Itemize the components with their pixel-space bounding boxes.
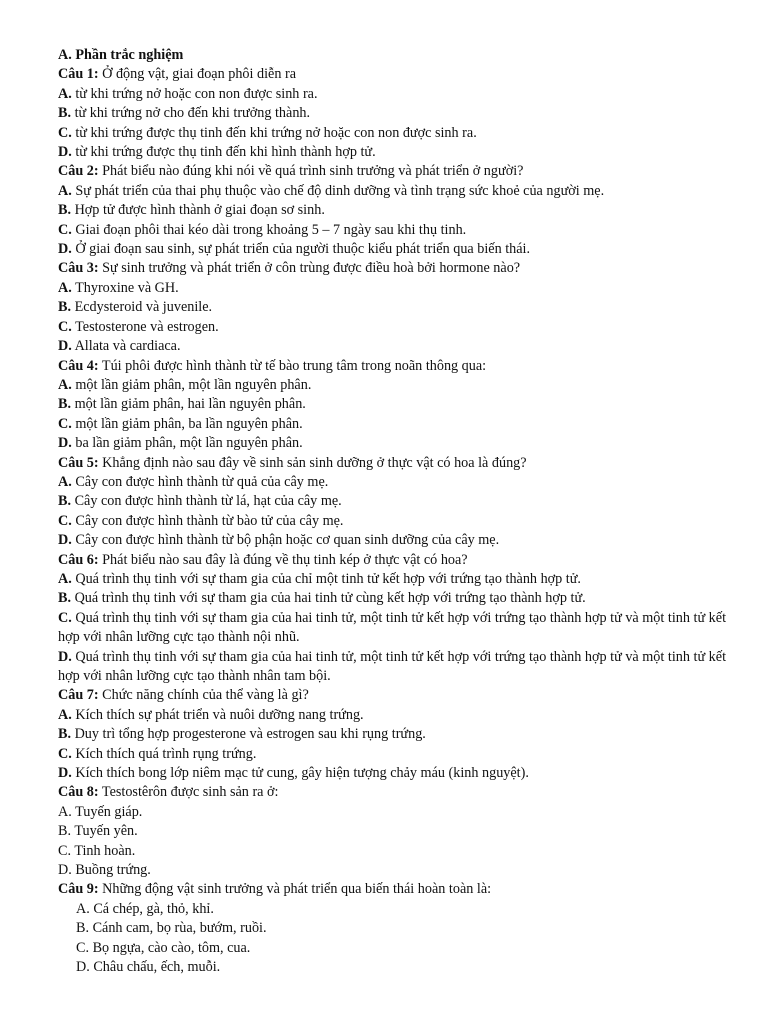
option-text: một lần giảm phân, hai lần nguyên phân. [74, 396, 306, 413]
question-stem [58, 357, 728, 376]
option-letter: A. [58, 706, 72, 723]
question-block [58, 783, 728, 880]
answer-option [58, 279, 728, 298]
option-text: Cây con được hình thành từ bào tử của cây mẹ. [75, 512, 344, 529]
answer-option [58, 124, 728, 143]
option-text: từ khi trứng nở cho đến khi trưởng thành. [74, 105, 311, 122]
option-text: Quá trình thụ tinh với sự tham gia của hai tinh tử cùng kết hợp với trứng tạo thành hợp tử. [74, 590, 586, 607]
option-letter: D. [58, 862, 72, 879]
option-letter: C. [58, 221, 72, 238]
question-block [58, 686, 728, 783]
answer-option [58, 376, 728, 395]
option-letter: A. [58, 376, 72, 393]
question-text: Chức năng chính của thể vàng là gì? [102, 687, 309, 704]
option-letter: C. [58, 842, 72, 859]
document-page [58, 46, 728, 978]
question-number: Câu 8: [58, 784, 99, 801]
option-text: Cây con được hình thành từ quả của cây mẹ. [75, 473, 329, 490]
option-letter: A. [58, 85, 72, 102]
answer-option [58, 85, 728, 104]
answer-option [58, 512, 728, 531]
answer-option [58, 473, 728, 492]
question-stem [58, 454, 728, 473]
option-text: Cá chép, gà, thỏ, khỉ. [93, 900, 214, 917]
question-number: Câu 4: [58, 357, 99, 374]
option-text: Ecdysteroid và juvenile. [74, 299, 213, 316]
question-number: Câu 9: [58, 881, 99, 898]
answer-option [58, 395, 728, 414]
option-text: Quá trình thụ tinh với sự tham gia của hai tinh tử, một tinh tử kết hợp với trứng tạo thành hợp tử và một tinh tử kết hợp với nhân lưỡng cực tạo thành nhân tam bội. [58, 648, 727, 684]
option-text: Tuyến giáp. [75, 803, 143, 820]
question-stem [58, 551, 728, 570]
option-letter: B. [58, 202, 72, 219]
question-text: Testostêrôn được sinh sản ra ở: [101, 784, 279, 801]
option-letter: D. [58, 765, 72, 782]
question-text: Ở động vật, giai đoạn phôi diễn ra [102, 66, 297, 83]
option-letter: C. [76, 939, 90, 956]
question-stem [58, 65, 728, 84]
option-letter: C. [58, 609, 72, 626]
question-block [58, 880, 728, 977]
option-text: Kích thích quá trình rụng trứng. [75, 745, 257, 762]
answer-option [58, 803, 728, 822]
option-text: từ khi trứng được thụ tinh đến khi hình thành hợp tử. [75, 144, 376, 161]
answer-option [58, 337, 728, 356]
option-letter: B. [58, 590, 72, 607]
question-block [58, 454, 728, 551]
option-letter: D. [58, 435, 72, 452]
question-stem [58, 162, 728, 181]
answer-option [58, 900, 728, 919]
answer-option [58, 531, 728, 550]
answer-option [58, 822, 728, 841]
answer-option [58, 434, 728, 453]
option-text: Tinh hoàn. [74, 842, 136, 859]
option-text: Testosterone và estrogen. [75, 318, 219, 335]
question-block [58, 65, 728, 162]
answer-option [58, 318, 728, 337]
option-text: Sự phát triển của thai phụ thuộc vào chế độ dinh dưỡng và tình trạng sức khoẻ của người mẹ. [75, 182, 605, 199]
option-letter: B. [58, 823, 72, 840]
option-letter: A. [58, 803, 72, 820]
option-letter: D. [58, 144, 72, 161]
option-letter: D. [58, 532, 72, 549]
option-text: Buồng trứng. [75, 862, 151, 879]
option-text: Tuyến yên. [74, 823, 138, 840]
option-letter: B. [58, 299, 72, 316]
option-letter: C. [58, 415, 72, 432]
option-text: Kích thích bong lớp niêm mạc tử cung, gây hiện tượng chảy máu (kinh nguyệt). [75, 765, 529, 782]
question-text: Phát biểu nào đúng khi nói về quá trình sinh trưởng và phát triển ở người? [102, 163, 524, 180]
answer-option [58, 240, 728, 259]
option-letter: D. [58, 648, 72, 665]
option-text: Allata và cardiaca. [74, 338, 181, 355]
option-text: Bọ ngựa, cào cào, tôm, cua. [92, 939, 251, 956]
option-letter: B. [76, 920, 90, 937]
answer-option [58, 648, 728, 687]
question-block [58, 357, 728, 454]
question-text: Khẳng định nào sau đây về sinh sản sinh dưỡng ở thực vật có hoa là đúng? [102, 454, 527, 471]
option-text: Giai đoạn phôi thai kéo dài trong khoảng 5 – 7 ngày sau khi thụ tinh. [75, 221, 467, 238]
option-text: một lần giảm phân, ba lần nguyên phân. [75, 415, 303, 432]
option-text: Quá trình thụ tinh với sự tham gia của chỉ một tinh tử kết hợp với trứng tạo thành hợp tử. [75, 570, 581, 587]
option-letter: D. [58, 241, 72, 258]
answer-option [58, 415, 728, 434]
question-number: Câu 3: [58, 260, 99, 277]
answer-option [58, 725, 728, 744]
option-text: Kích thích sự phát triển và nuôi dưỡng nang trứng. [75, 706, 364, 723]
answer-option [58, 570, 728, 589]
option-text: Cánh cam, bọ rùa, bướm, ruồi. [92, 920, 267, 937]
answer-option [58, 958, 728, 977]
answer-option [58, 609, 728, 648]
question-block [58, 259, 728, 356]
option-text: Cây con được hình thành từ bộ phận hoặc cơ quan sinh dưỡng của cây mẹ. [75, 532, 500, 549]
option-letter: B. [58, 726, 72, 743]
option-text: Duy trì tổng hợp progesterone và estrogen sau khi rụng trứng. [74, 726, 426, 743]
answer-option [58, 764, 728, 783]
option-letter: C. [58, 512, 72, 529]
option-letter: B. [58, 105, 72, 122]
question-stem [58, 783, 728, 802]
option-letter: B. [58, 493, 72, 510]
option-text: Hợp tử được hình thành ở giai đoạn sơ sinh. [74, 202, 325, 219]
answer-option [58, 143, 728, 162]
answer-option [58, 201, 728, 220]
option-text: một lần giảm phân, một lần nguyên phân. [75, 376, 312, 393]
option-letter: A. [58, 473, 72, 490]
option-letter: D. [58, 338, 72, 355]
option-letter: A. [58, 279, 72, 296]
question-number: Câu 2: [58, 163, 99, 180]
option-text: từ khi trứng được thụ tinh đến khi trứng nở hoặc con non được sinh ra. [75, 124, 477, 141]
question-text: Sự sinh trưởng và phát triển ở côn trùng được điều hoà bởi hormone nào? [102, 260, 521, 277]
question-number: Câu 6: [58, 551, 99, 568]
option-text: Châu chấu, ếch, muỗi. [93, 959, 221, 976]
question-text: Những động vật sinh trưởng và phát triển qua biến thái hoàn toàn là: [102, 881, 492, 898]
answer-option [58, 298, 728, 317]
answer-option [58, 182, 728, 201]
option-letter: A. [58, 182, 72, 199]
answer-option [58, 861, 728, 880]
option-letter: C. [58, 745, 72, 762]
option-text: Quá trình thụ tinh với sự tham gia của hai tinh tử, một tinh tử kết hợp với trứng tạo thành hợp tử và một tinh tử kết hợp với nhân lưỡng cực tạo thành nội nhũ. [58, 609, 727, 646]
question-number: Câu 5: [58, 454, 99, 471]
option-letter: A. [58, 570, 72, 587]
question-stem [58, 259, 728, 278]
option-letter: B. [58, 396, 72, 413]
question-block [58, 551, 728, 687]
question-text: Phát biểu nào sau đây là đúng về thụ tinh kép ở thực vật có hoa? [102, 551, 468, 568]
question-number: Câu 1: [58, 66, 99, 83]
question-stem [58, 686, 728, 705]
option-text: ba lần giảm phân, một lần nguyên phân. [75, 435, 303, 452]
option-text: Thyroxine và GH. [75, 279, 179, 296]
section-title: A. Phần trắc nghiệm [58, 47, 184, 63]
answer-option [58, 842, 728, 861]
option-letter: C. [58, 318, 72, 335]
answer-option [58, 919, 728, 938]
answer-option [58, 104, 728, 123]
question-stem [58, 880, 728, 899]
option-text: Cây con được hình thành từ lá, hạt của cây mẹ. [74, 493, 342, 510]
option-letter: C. [58, 124, 72, 141]
answer-option [58, 589, 728, 608]
question-block [58, 162, 728, 259]
answer-option [58, 492, 728, 511]
option-text: Ở giai đoạn sau sinh, sự phát triển của người thuộc kiểu phát triển qua biến thái. [75, 241, 531, 258]
answer-option [58, 939, 728, 958]
question-number: Câu 7: [58, 687, 99, 704]
option-text: từ khi trứng nở hoặc con non được sinh ra. [75, 85, 318, 102]
option-letter: D. [76, 959, 90, 976]
answer-option [58, 745, 728, 764]
answer-option [58, 221, 728, 240]
question-text: Túi phôi được hình thành từ tế bào trung tâm trong noãn thông qua: [101, 357, 487, 374]
option-letter: A. [76, 900, 90, 917]
answer-option [58, 706, 728, 725]
